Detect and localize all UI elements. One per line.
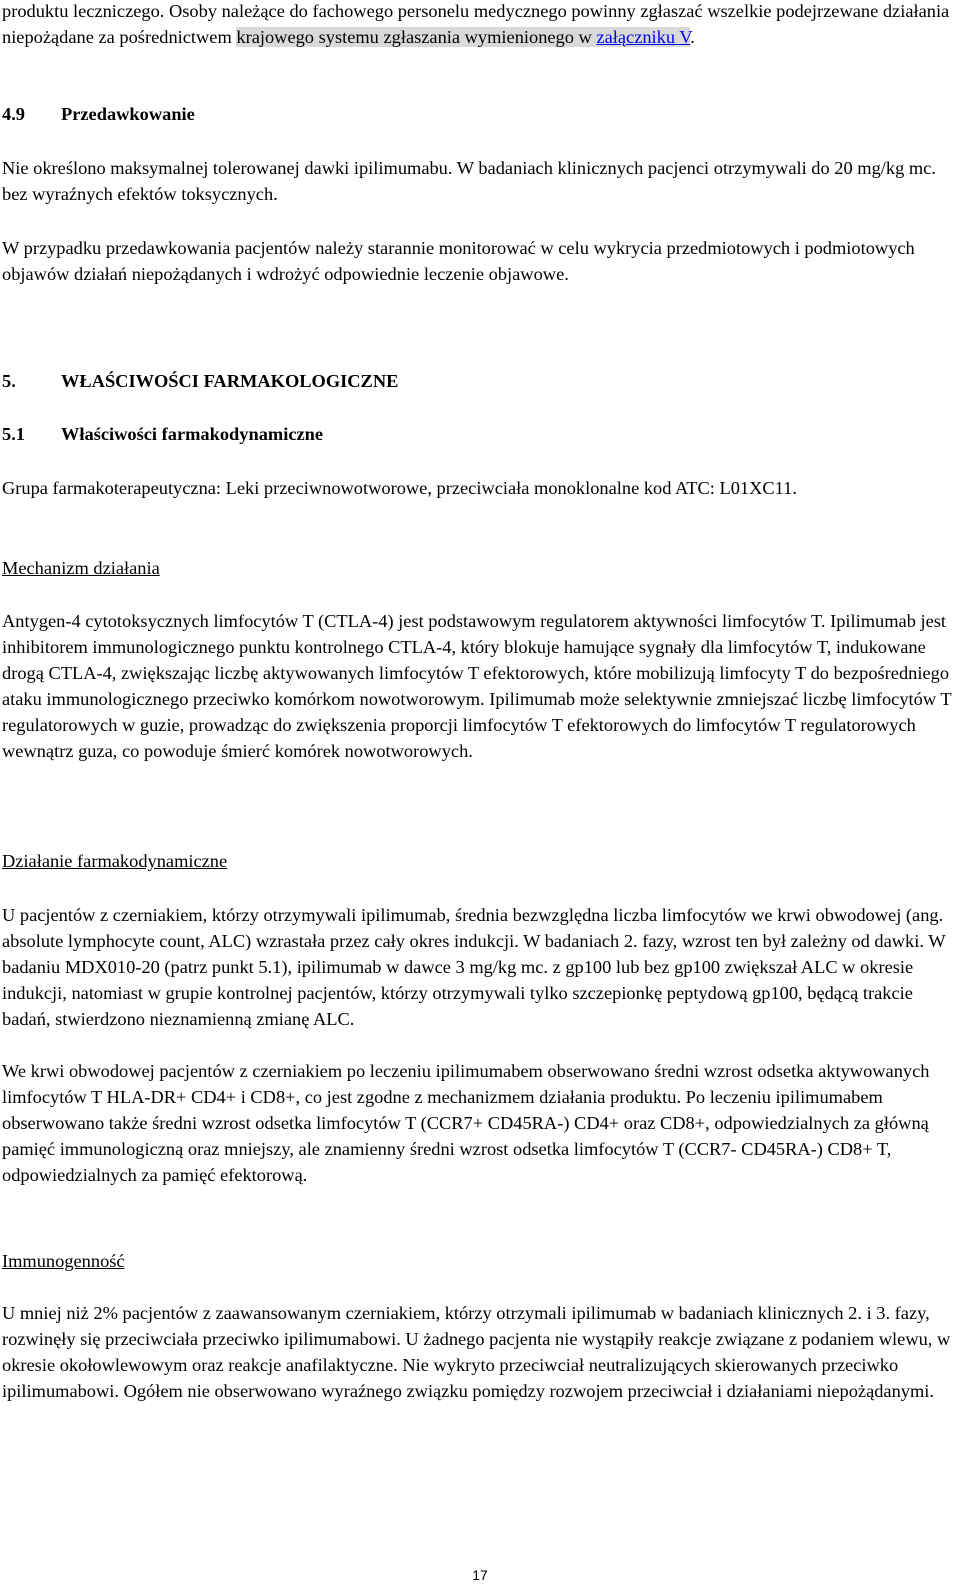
intro-paragraph — [2, 0, 957, 50]
pharmacodynamic-paragraph-1 — [2, 902, 957, 1032]
section-4-9-heading — [2, 101, 957, 127]
mechanism-heading: Mechanizm działania — [2, 558, 160, 578]
overdose-paragraph-2 — [2, 235, 957, 287]
section-number: 5.1 — [2, 424, 25, 444]
intro-text — [2, 0, 957, 50]
highlighted-text-part: krajowego systemu zgłaszania wymienionego w — [236, 27, 597, 47]
pharmacodynamic-text-1: U pacjentów z czerniakiem, którzy otrzymywali ipilimumab, średnia bezwzględna liczba limfocytów we krwi obwodowej (ang. absolute lymphocyte count, ALC) wzrastała przez cały okres indukcji. W badaniach 2. fazy, wzrost ten był zależny od dawki. W badaniu MDX010-20 (patrz punkt 5.1), ipilimumab w dawce 3 mg/kg mc. z gp100 lub bez gp100 zwiększał ALC w okresie indukcji, natomiast w grupie kontrolnej pacjentów, którzy otrzymywali tylko szczepionkę peptydową gp100, będącą trakcie badań, stwierdzono nieznamienną zmianę ALC. — [2, 905, 946, 1029]
overdose-text-2: W przypadku przedawkowania pacjentów należy starannie monitorować w celu wykrycia przedmiotowych i podmiotowych objawów działań niepożądanych i wdrożyć odpowiednie leczenie objawowe. — [2, 238, 915, 284]
pharmacodynamic-paragraph-2 — [2, 1058, 957, 1188]
mechanism-paragraph — [2, 608, 957, 764]
section-5-heading — [2, 368, 957, 394]
annex-v-link[interactable]: załączniku V — [596, 27, 691, 47]
mechanism-text: Antygen-4 cytotoksycznych limfocytów T (CTLA-4) jest podstawowym regulatorem aktywności limfocytów T. Ipilimumab jest inhibitorem immunologicznego punktu kontrolnego CTLA-4, który blokuje hamujące sygnały dla limfocytów T, indukowane drogą CTLA-4, zwiększając liczbę aktywowanych limfocytów T efektorowych, które mobilizują limfocyty T do bezpośredniego ataku immunologicznego przeciwko komórkom nowotworowym. Ipilimumab może selektywnie zmniejszać liczbę limfocytów T regulatorowych w guzie, prowadząc do zwiększenia proporcji limfocytów T efektorowych do limfocytów T regulatorowych wewnątrz guza, co powoduje śmierć komórek nowotworowych. — [2, 611, 952, 761]
pharmacodynamic-text-2: We krwi obwodowej pacjentów z czerniakiem po leczeniu ipilimumabem obserwowano średni wzrost odsetka aktywowanych limfocytów T HLA-DR+ CD4+ i CD8+, co jest zgodne z mechanizmem działania produktu. Po leczeniu ipilimumabem obserwowano także średni wzrost odsetka limfocytów T (CCR7+ CD45RA-) CD4+ oraz CD8+, odpowiedzialnych za główną pamięć immunologiczną oraz mniejszy, ale znamienny średni wzrost odsetka limfocytów T (CCR7- CD45RA-) CD8+ T, odpowiedzialnych za pamięć efektorową. — [2, 1061, 930, 1185]
immunogenicity-paragraph — [2, 1300, 957, 1404]
overdose-text-1: Nie określono maksymalnej tolerowanej dawki ipilimumabu. W badaniach klinicznych pacjenci otrzymywali do 20 mg/kg mc. bez wyraźnych efektów toksycznych. — [2, 158, 936, 204]
section-number: 4.9 — [2, 104, 25, 124]
page-number: 17 — [472, 1567, 488, 1583]
immunogenicity-text: U mniej niż 2% pacjentów z zaawansowanym czerniakiem, którzy otrzymali ipilimumab w badaniach klinicznych 2. i 3. fazy, rozwinęły się przeciwciała przeciwko ipilimumabowi. U żadnego pacjenta nie wystąpiły reakcje związane z podaniem wlewu, w okresie okołowlewowym oraz reakcje anafilaktyczne. Nie wykryto przeciwciał neutralizujących skierowanych przeciwko ipilimumabowi. Ogółem nie obserwowano wyraźnego związku pomiędzy rozwojem przeciwciał i działaniami niepożądanymi. — [2, 1303, 951, 1401]
intro-end: . — [690, 27, 695, 47]
pharmacotherapeutic-group — [2, 475, 957, 501]
highlighted-text — [236, 27, 690, 47]
immunogenicity-heading: Immunogenność — [2, 1251, 125, 1271]
section-number: 5. — [2, 371, 16, 391]
section-5-1-heading — [2, 421, 957, 447]
intro-text-part: produktu leczniczego. Osoby należące do fachowego personelu medycznego powinny zgłaszać wszelkie podejrzewane działania niepożądane za pośrednictwem — [2, 1, 950, 47]
pharmacodynamic-heading: Działanie farmakodynamiczne — [2, 851, 228, 871]
pharmacotherapeutic-group-text: Grupa farmakoterapeutyczna: Leki przeciwnowotworowe, przeciwciała monoklonalne kod ATC: L01XC11. — [2, 478, 797, 498]
section-title: Przedawkowanie — [61, 104, 195, 124]
overdose-paragraph-1 — [2, 155, 957, 207]
section-title: Właściwości farmakodynamiczne — [61, 424, 324, 444]
section-title: WŁAŚCIWOŚCI FARMAKOLOGICZNE — [61, 371, 399, 391]
